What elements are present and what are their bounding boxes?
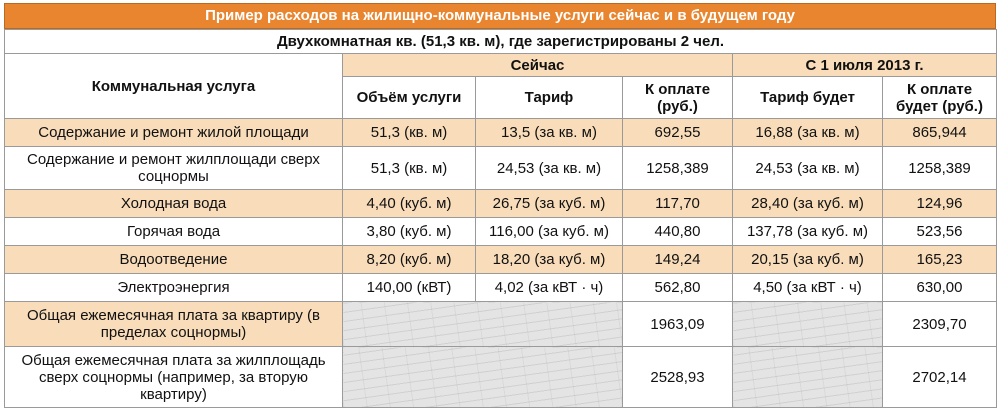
receipt-image — [343, 347, 623, 408]
header-pay-future: К оплате будет (руб.) — [883, 77, 997, 119]
cell-pay: 562,80 — [623, 274, 733, 302]
total-pay: 1963,09 — [623, 302, 733, 347]
total-row — [5, 302, 997, 347]
cell-volume: 4,40 (куб. м) — [343, 190, 476, 218]
cell-pay-future: 165,23 — [883, 246, 997, 274]
cell-pay: 440,80 — [623, 218, 733, 246]
total-label: Общая ежемесячная плата за квартиру (в пределах соцнормы) — [5, 302, 343, 347]
table-subtitle: Двухкомнатная кв. (51,3 кв. м), где зарегистрированы 2 чел. — [5, 30, 997, 54]
header-future: С 1 июля 2013 г. — [733, 54, 997, 77]
cell-pay: 117,70 — [623, 190, 733, 218]
cell-tariff: 13,5 (за кв. м) — [476, 119, 623, 147]
cell-tariff-future: 28,40 (за куб. м) — [733, 190, 883, 218]
cell-volume: 51,3 (кв. м) — [343, 119, 476, 147]
cell-tariff-future: 20,15 (за куб. м) — [733, 246, 883, 274]
cell-tariff-future: 16,88 (за кв. м) — [733, 119, 883, 147]
cell-tariff-future: 24,53 (за кв. м) — [733, 147, 883, 190]
cell-pay: 149,24 — [623, 246, 733, 274]
cell-tariff-future: 4,50 (за кВТ · ч) — [733, 274, 883, 302]
cell-tariff: 116,00 (за куб. м) — [476, 218, 623, 246]
total-pay-future: 2702,14 — [883, 347, 997, 408]
cell-pay-future: 865,944 — [883, 119, 997, 147]
cell-volume: 8,20 (куб. м) — [343, 246, 476, 274]
cell-service: Содержание и ремонт жилой площади — [5, 119, 343, 147]
receipt-image — [733, 302, 883, 347]
cell-pay-future: 124,96 — [883, 190, 997, 218]
receipt-image — [733, 347, 883, 408]
total-pay: 2528,93 — [623, 347, 733, 408]
cell-pay: 1258,389 — [623, 147, 733, 190]
total-label: Общая ежемесячная плата за жилплощадь сверх соцнормы (например, за вторую квартиру) — [5, 347, 343, 408]
cell-volume: 140,00 (кВТ) — [343, 274, 476, 302]
header-tariff: Тариф — [476, 77, 623, 119]
cell-tariff: 18,20 (за куб. м) — [476, 246, 623, 274]
cell-tariff: 24,53 (за кв. м) — [476, 147, 623, 190]
header-now: Сейчас — [343, 54, 733, 77]
total-pay-future: 2309,70 — [883, 302, 997, 347]
cell-volume: 51,3 (кв. м) — [343, 147, 476, 190]
cell-volume: 3,80 (куб. м) — [343, 218, 476, 246]
expenses-table — [4, 29, 997, 408]
cell-service: Холодная вода — [5, 190, 343, 218]
header-volume: Объём услуги — [343, 77, 476, 119]
cell-pay: 692,55 — [623, 119, 733, 147]
cell-pay-future: 1258,389 — [883, 147, 997, 190]
cell-tariff: 26,75 (за куб. м) — [476, 190, 623, 218]
total-row — [5, 347, 997, 408]
cell-pay-future: 630,00 — [883, 274, 997, 302]
header-pay: К оплате (руб.) — [623, 77, 733, 119]
table-row — [5, 274, 997, 302]
header-service: Коммунальная услуга — [5, 54, 343, 119]
cell-pay-future: 523,56 — [883, 218, 997, 246]
cell-tariff-future: 137,78 (за куб. м) — [733, 218, 883, 246]
table-row — [5, 190, 997, 218]
cell-service: Электроэнергия — [5, 274, 343, 302]
cell-service: Горячая вода — [5, 218, 343, 246]
table-row — [5, 147, 997, 190]
table-row — [5, 246, 997, 274]
cell-tariff: 4,02 (за кВТ · ч) — [476, 274, 623, 302]
table-title: Пример расходов на жилищно-коммунальные услуги сейчас и в будущем году — [4, 3, 996, 29]
table-row — [5, 218, 997, 246]
table-row — [5, 119, 997, 147]
header-tariff-future: Тариф будет — [733, 77, 883, 119]
cell-service: Водоотведение — [5, 246, 343, 274]
cell-service: Содержание и ремонт жилплощади сверх соцнормы — [5, 147, 343, 190]
receipt-image — [343, 302, 623, 347]
